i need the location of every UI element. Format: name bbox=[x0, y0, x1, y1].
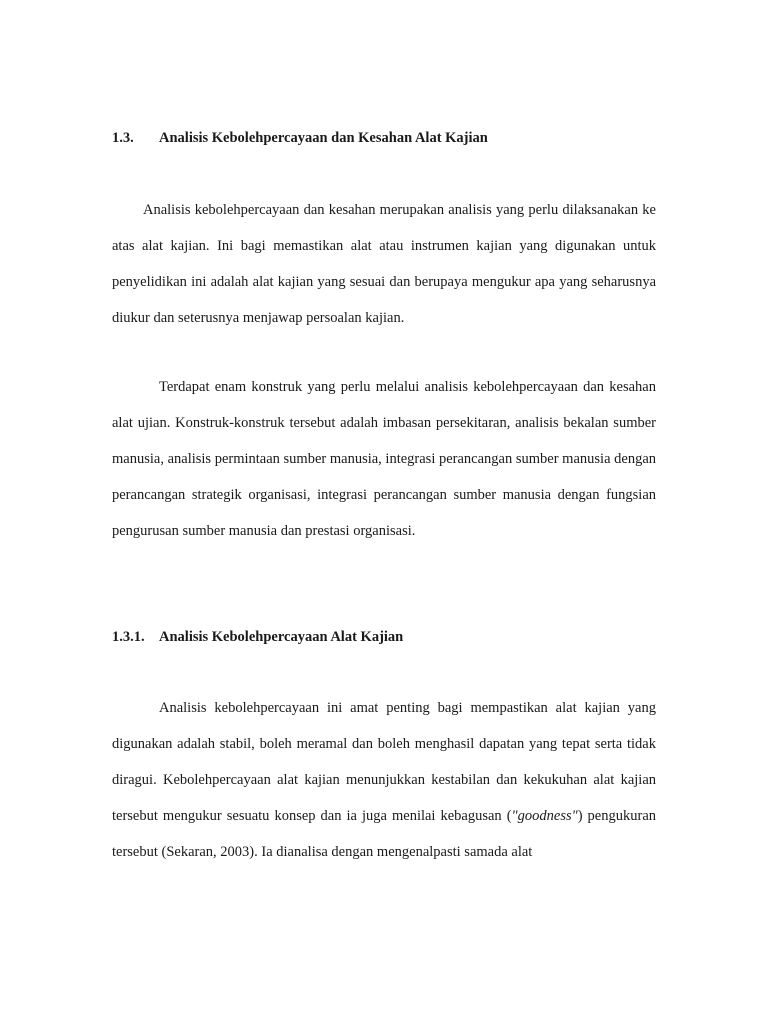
paragraph-3-text-before: Analisis kebolehpercayaan ini amat penting bagi mempastikan alat kajian yang digunakan adalah stabil, boleh meramal dan boleh menghasil dapatan yang tepat serta tidak diragui. Kebolehpercayaan alat kajian menunjukkan kestabilan dan kekukuhan alat kajian tersebut mengukur sesuatu konsep dan ia juga menilai kebagusan ( bbox=[112, 700, 656, 824]
paragraph-3 bbox=[112, 690, 656, 870]
section-heading bbox=[112, 128, 488, 148]
subsection-title: Analisis Kebolehpercayaan Alat Kajian bbox=[159, 629, 404, 645]
section-number: 1.3. bbox=[112, 130, 134, 146]
paragraph-1: Analisis kebolehpercayaan dan kesahan merupakan analisis yang perlu dilaksanakan ke atas alat kajian. Ini bagi memastikan alat atau instrumen kajian yang digunakan untuk penyelidikan ini adalah alat kajian yang sesuai dan berupaya mengukur apa yang seharusnya diukur dan seterusnya menjawap persoalan kajian. bbox=[112, 202, 656, 326]
subsection-number: 1.3.1. bbox=[112, 629, 145, 645]
subsection-heading bbox=[112, 627, 403, 647]
paragraph-3-text-after: ) pengukuran tersebut (Sekaran, 2003). Ia dianalisa dengan mengenalpasti samada alat bbox=[112, 808, 657, 860]
document-page bbox=[112, 0, 656, 1024]
section-title: Analisis Kebolehpercayaan dan Kesahan Alat Kajian bbox=[159, 130, 488, 146]
goodness-term: "goodness" bbox=[511, 808, 578, 824]
paragraph-2: Terdapat enam konstruk yang perlu melalui analisis kebolehpercayaan dan kesahan alat ujian. Konstruk-konstruk tersebut adalah imbasan persekitaran, analisis bekalan sumber manusia, analisis permintaan sumber manusia, integrasi perancangan sumber manusia dengan perancangan strategik organisasi, integrasi perancangan sumber manusia dengan fungsian pengurusan sumber manusia dan prestasi organisasi. bbox=[112, 379, 656, 539]
